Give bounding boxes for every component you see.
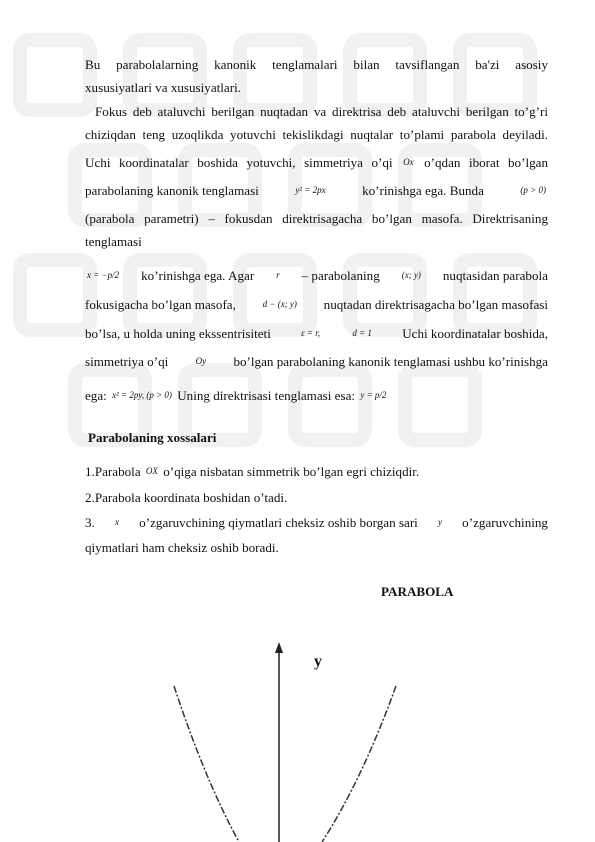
formula-directrix-y: y = p/2	[360, 390, 387, 400]
text-run: Uchi koordinatalar boshida,	[402, 326, 548, 341]
text-run: bo’lsa, u holda uning ekssentrisiteti	[85, 326, 271, 341]
paragraph-line	[85, 386, 548, 405]
text-run: ega:	[85, 388, 107, 403]
text-run: 3.	[85, 515, 95, 530]
paragraph-line	[85, 181, 548, 200]
paragraph-line	[85, 295, 548, 314]
formula-r: r	[276, 270, 280, 280]
paragraph-line: chiziqdan teng uzoqlikda yotuvchi tekislikdagi nuqtalar to’plami parabola deyiladi.	[85, 127, 548, 142]
text-run: – parabolaning	[301, 268, 380, 283]
paragraph-line	[85, 352, 548, 371]
parabola-right-branch	[322, 686, 396, 842]
list-item	[85, 462, 548, 481]
formula-y2-2px: y² = 2px	[295, 185, 326, 195]
text-run: 1.Parabola	[85, 464, 141, 479]
text-run: o’zgaruvchining qiymatlari cheksiz oshib borgan sari	[139, 515, 418, 530]
text-run: fokusigacha bo’lgan masofa,	[85, 297, 236, 312]
paragraph-line	[85, 266, 548, 285]
text-run: nuqtasidan parabola	[442, 268, 548, 283]
list-item: 2.Parabola koordinata boshidan o’tadi.	[85, 490, 288, 505]
text-run: simmetriya o’qi	[85, 354, 169, 369]
list-item	[85, 513, 548, 532]
paragraph-line	[85, 153, 548, 172]
list-item-continuation: qiymatlari ham cheksiz oshib boradi.	[85, 540, 279, 555]
formula-d: d − (x; y)	[262, 299, 297, 309]
paragraph-line: xususiyatlari va xususiyatlari.	[85, 80, 242, 95]
text-run: ko’rinishga ega. Bunda	[362, 183, 484, 198]
formula-point: (x; y)	[401, 270, 421, 280]
text-run: ko’rinishga ega. Agar	[141, 268, 255, 283]
text-run: nuqtadan direktrisagacha bo’lgan masofasi	[323, 297, 548, 312]
y-axis-label: y	[314, 653, 322, 670]
formula-d-eq-1: d = 1	[352, 328, 372, 338]
text-run: o’qdan iborat bo’lgan	[424, 155, 548, 170]
formula-ox-symmetry: OX	[145, 466, 158, 476]
paragraph-line	[85, 324, 548, 343]
formula-p-gt-0: (p > 0)	[520, 185, 546, 195]
formula-x2-2py: x² = 2py, (p > 0)	[112, 390, 172, 400]
figure-title: PARABOLA	[381, 584, 454, 599]
formula-ox: Ox	[403, 157, 414, 167]
text-run: bo’lgan parabolaning kanonik tenglamasi ushbu ko’rinishga	[233, 354, 548, 369]
text-run: Uning direktrisasi tenglamasi esa:	[177, 388, 356, 403]
formula-eccentricity: ε = r,	[301, 328, 321, 338]
formula-y-var: y	[438, 517, 442, 527]
formula-x-var: x	[115, 517, 119, 527]
formula-directrix-x: x = −p/2	[87, 270, 120, 280]
formula-oy: Oy	[195, 356, 207, 366]
text-run: o’qiga nisbatan simmetrik bo’lgan egri chiziqdir.	[163, 464, 420, 479]
paragraph-line: Bu parabolalarning kanonik tenglamalari bilan tavsiflangan ba'zi asosiy	[85, 57, 548, 72]
paragraph-line: (parabola parametri) – fokusdan direktrisagacha bo’lgan masofa. Direktrisaning	[85, 211, 548, 226]
text-run: o’zgaruvchining	[462, 515, 548, 530]
section-heading: Parabolaning xossalari	[88, 430, 217, 445]
text-run: Uchi koordinatalar boshida yotuvchi, simmetriya o’qi	[85, 155, 393, 170]
y-axis-arrow-icon	[275, 642, 283, 653]
parabola-graph	[150, 640, 420, 842]
text-run: parabolaning kanonik tenglamasi	[85, 183, 259, 198]
paragraph-line: tenglamasi	[85, 234, 142, 249]
parabola-left-branch	[174, 686, 239, 842]
paragraph-line: Fokus deb ataluvchi berilgan nuqtadan va direktrisa deb ataluvchi berilgan to’g’ri	[95, 104, 548, 119]
